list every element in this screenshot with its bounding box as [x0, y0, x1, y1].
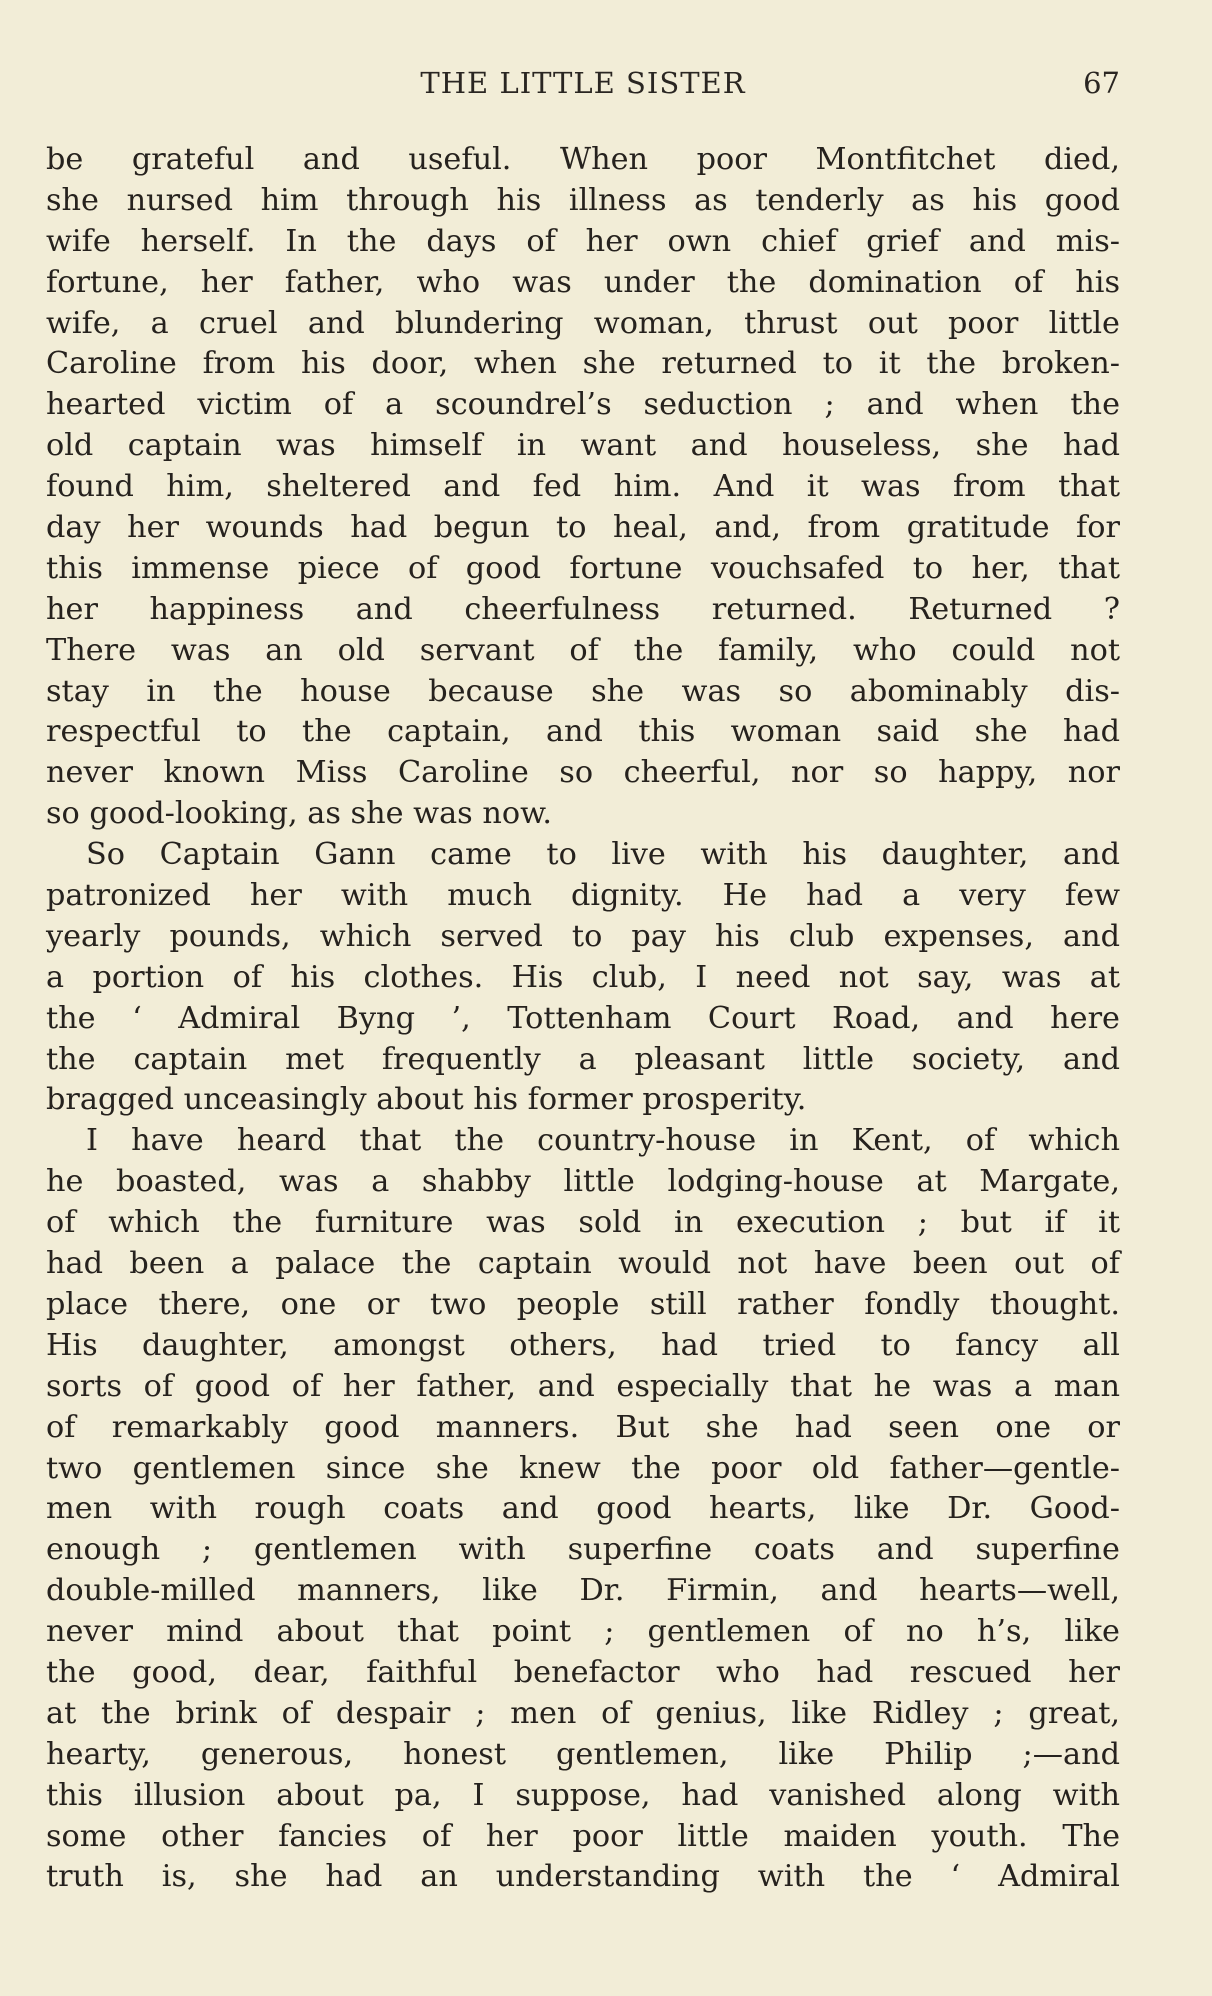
text-line: at the brink of despair ; men of genius, like Ridley ; great, [46, 1695, 1120, 1731]
text-line: the captain met frequently a pleasant little society, and [46, 1041, 1120, 1077]
text-line: never mind about that point ; gentlemen of no h’s, like [46, 1614, 1120, 1650]
text-line: double-milled manners, like Dr. Firmin, and hearts—well, [46, 1573, 1120, 1609]
text-line: hearty, generous, honest gentlemen, like Philip ;—and [46, 1736, 1120, 1772]
text-line: she nursed him through his illness as tenderly as his good [46, 182, 1120, 218]
text-line: sorts of good of her father, and especially that he was a man [46, 1368, 1120, 1404]
text-line: never known Miss Caroline so cheerful, nor so happy, nor [46, 755, 1120, 791]
text-line: bragged unceasingly about his former prosperity. [46, 1082, 807, 1118]
text-line: the good, dear, faithful benefactor who had rescued her [46, 1654, 1120, 1690]
text-line: place there, one or two people still rather fondly thought. [46, 1286, 1120, 1322]
text-line: a portion of his clothes. His club, I need not say, was at [46, 959, 1120, 995]
text-line: this immense piece of good fortune vouchsafed to her, that [46, 550, 1120, 586]
text-line: found him, sheltered and fed him. And it was from that [46, 469, 1120, 505]
text-line: There was an old servant of the family, who could not [46, 632, 1120, 668]
text-line: two gentlemen since she knew the poor old father—gentle- [46, 1450, 1120, 1486]
text-line: he boasted, was a shabby little lodging-house at Margate, [46, 1164, 1120, 1200]
text-line: so good-looking, as she was now. [46, 796, 553, 832]
running-head: THE LITTLE SISTER [420, 66, 746, 100]
text-line: truth is, she had an understanding with the ‘ Admiral [46, 1859, 1120, 1895]
text-line: wife, a cruel and blundering woman, thrust out poor little [46, 305, 1120, 341]
text-line: old captain was himself in want and houseless, she had [46, 428, 1120, 464]
text-line: stay in the house because she was so abominably dis- [46, 673, 1120, 709]
text-line: I have heard that the country-house in Kent, of which [86, 1123, 1120, 1159]
text-line: yearly pounds, which served to pay his club expenses, and [46, 918, 1120, 954]
text-line: this illusion about pa, I suppose, had vanished along with [46, 1777, 1120, 1813]
text-line: her happiness and cheerfulness returned. Returned ? [46, 591, 1120, 627]
text-line: So Captain Gann came to live with his daughter, and [86, 837, 1120, 873]
body-text [46, 140, 1120, 1898]
text-line: His daughter, amongst others, had tried to fancy all [46, 1327, 1120, 1363]
text-line: hearted victim of a scoundrel’s seduction ; and when the [46, 387, 1120, 423]
text-line: Caroline from his door, when she returned to it the broken- [46, 346, 1120, 382]
text-line: wife herself. In the days of her own chief grief and mis- [46, 223, 1120, 259]
text-line: of which the furniture was sold in execution ; but if it [46, 1205, 1120, 1241]
text-line: of remarkably good manners. But she had seen one or [46, 1409, 1120, 1445]
text-line: had been a palace the captain would not have been out of [46, 1246, 1120, 1282]
text-line: patronized her with much dignity. He had a very few [46, 878, 1120, 914]
text-line: be grateful and useful. When poor Montfitchet died, [46, 142, 1120, 177]
text-line: some other fancies of her poor little maiden youth. The [46, 1818, 1120, 1854]
text-line: respectful to the captain, and this woman said she had [46, 714, 1120, 750]
text-line: the ‘ Admiral Byng ’, Tottenham Court Road, and here [46, 1000, 1120, 1036]
text-line: fortune, her father, who was under the domination of his [46, 264, 1120, 300]
text-line: enough ; gentlemen with superfine coats and superfine [46, 1532, 1120, 1568]
text-line: men with rough coats and good hearts, like Dr. Good- [46, 1491, 1120, 1527]
page-number: 67 [1083, 66, 1120, 100]
page-header [46, 66, 1120, 110]
text-line: day her wounds had begun to heal, and, from gratitude for [46, 510, 1120, 546]
